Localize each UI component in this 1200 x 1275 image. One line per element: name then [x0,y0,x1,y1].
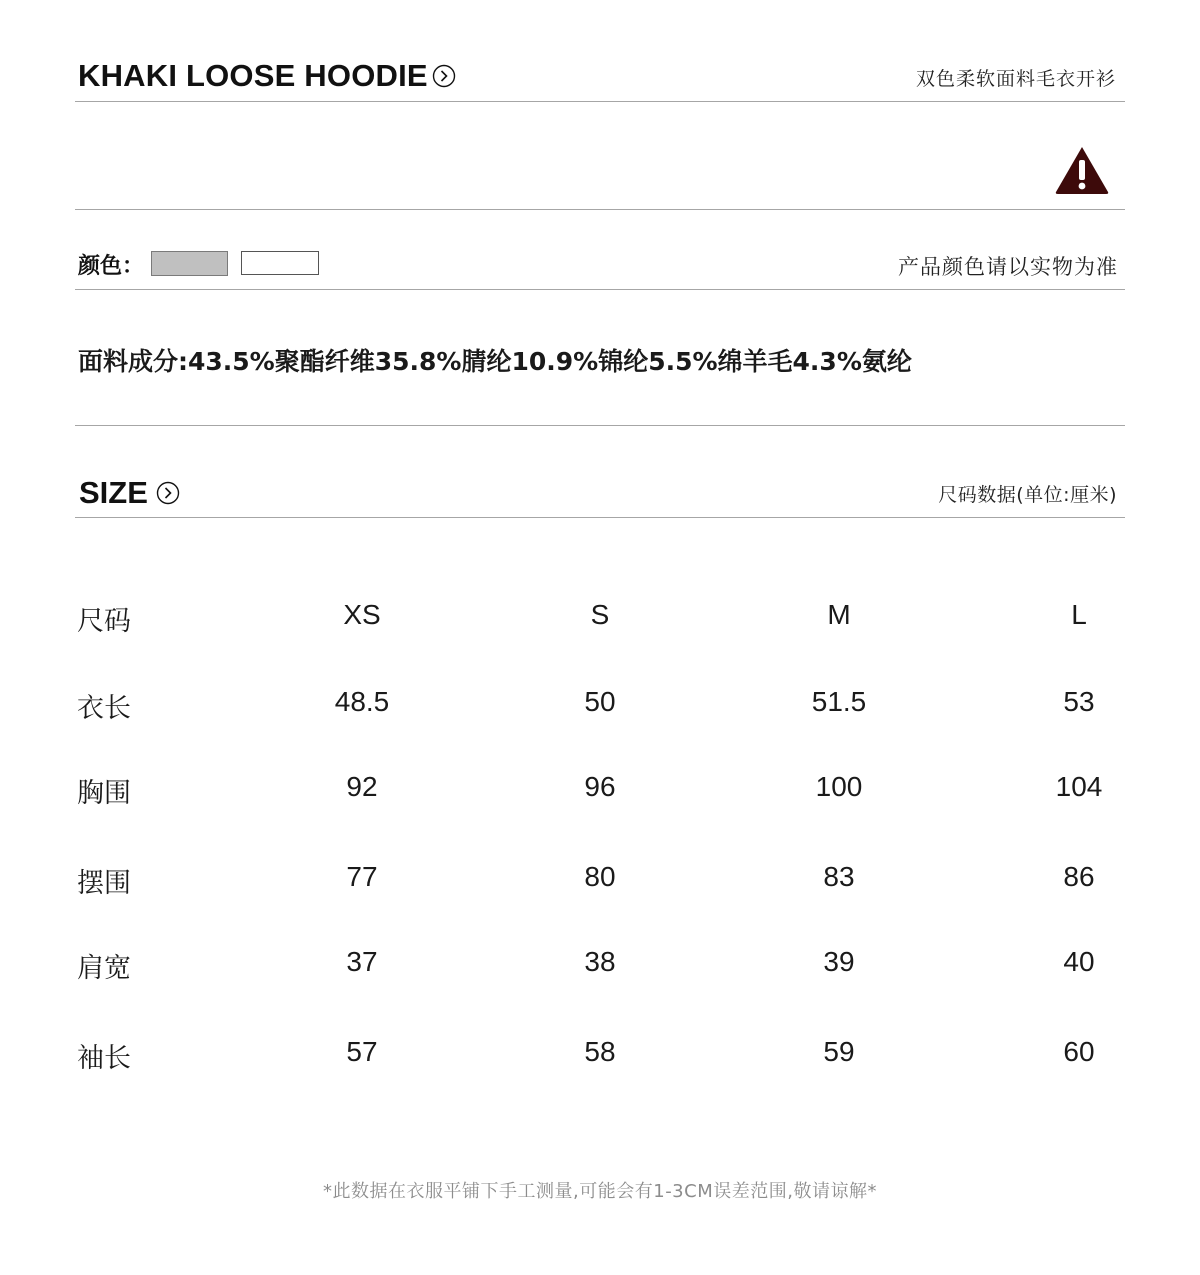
table-cell: 60 [1063,1036,1095,1067]
divider [75,209,1125,210]
size-xs-header: XS [343,599,381,630]
row-label: 摆围 [77,868,131,899]
table-row [0,946,1200,986]
divider [75,101,1125,102]
size-title [79,475,180,511]
table-cell: 77 [346,861,378,892]
table-cell: 37 [346,946,378,977]
size-subtitle: 尺码数据(单位:厘米) [938,484,1117,506]
table-cell: 86 [1063,861,1095,892]
size-l-header: L [1071,599,1087,630]
color-swatch-white[interactable] [241,251,319,275]
row-label: 衣长 [77,693,131,724]
table-header-row [0,599,1200,639]
table-row [0,1036,1200,1076]
color-swatch-grey[interactable] [151,251,228,276]
row-label: 胸围 [77,778,131,809]
table-row [0,771,1200,811]
measurement-disclaimer: *此数据在衣服平铺下手工测量,可能会有1-3CM误差范围,敬请谅解* [323,1181,877,1202]
circle-chevron-right-icon [156,481,180,505]
warning-triangle-icon [1054,145,1110,195]
size-s-header: S [590,599,610,630]
divider [75,289,1125,290]
table-cell: 51.5 [811,686,867,717]
row-label: 袖长 [77,1043,131,1074]
table-cell: 104 [1055,771,1103,802]
divider [75,517,1125,518]
circle-chevron-right-icon [432,64,456,88]
color-note: 产品颜色请以实物为准 [898,255,1118,279]
table-cell: 96 [584,771,616,802]
product-title-text: KHAKI LOOSE HOODIE [78,58,428,93]
table-row [0,686,1200,726]
size-m-header: M [827,599,851,630]
table-cell: 92 [346,771,378,802]
color-label: 颜色： [78,254,145,279]
table-header-label: 尺码 [77,606,131,637]
table-cell: 57 [346,1036,378,1067]
table-cell: 100 [815,771,863,802]
table-cell: 59 [823,1036,855,1067]
table-cell: 53 [1063,686,1095,717]
row-label: 肩宽 [77,953,131,984]
fabric-composition: 面料成分:43.5%聚酯纤维35.8%腈纶10.9%锦纶5.5%绵羊毛4.3%氨纶 [78,347,912,376]
divider [75,425,1125,426]
table-cell: 48.5 [334,686,390,717]
table-row [0,861,1200,901]
table-cell: 50 [584,686,616,717]
table-cell: 83 [823,861,855,892]
size-title-text: SIZE [79,475,148,510]
product-title [78,58,456,94]
table-cell: 39 [823,946,855,977]
table-cell: 38 [584,946,616,977]
table-cell: 40 [1063,946,1095,977]
table-cell: 80 [584,861,616,892]
product-subtitle: 双色柔软面料毛衣开衫 [915,68,1116,90]
table-cell: 58 [584,1036,616,1067]
